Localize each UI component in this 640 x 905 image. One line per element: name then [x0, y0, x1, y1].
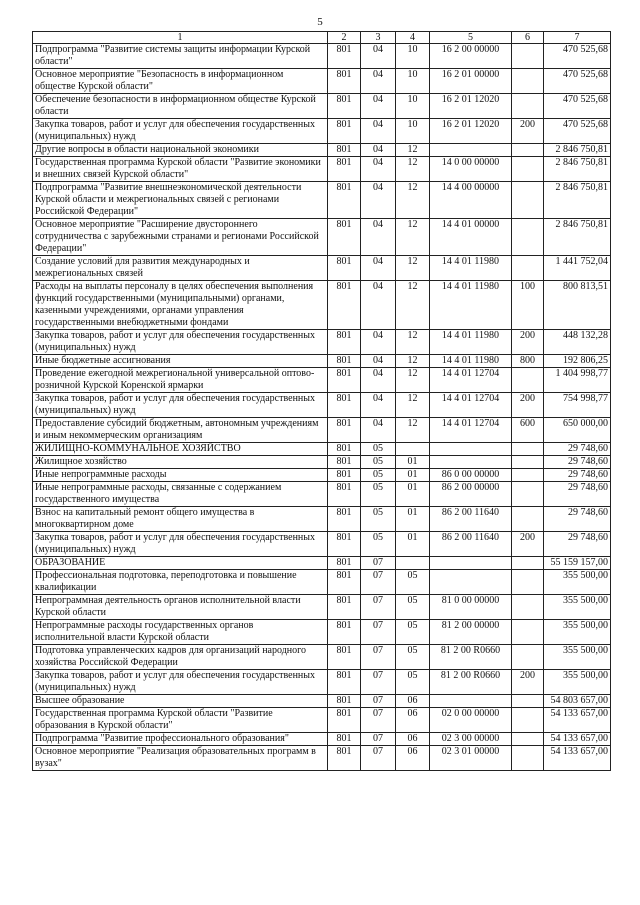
- column-header: 3: [361, 32, 396, 44]
- row-target-article: 14 4 01 11980: [430, 256, 512, 281]
- row-subsection: 10: [396, 44, 430, 69]
- row-target-article: [430, 570, 512, 595]
- row-name: Подготовка управленческих кадров для организаций народного хозяйства Российской Федерации: [33, 645, 328, 670]
- row-section: 07: [361, 708, 396, 733]
- row-section: 07: [361, 557, 396, 570]
- row-code: 801: [328, 482, 361, 507]
- table-row: [33, 393, 611, 418]
- row-code: 801: [328, 393, 361, 418]
- row-amount: 470 525,68: [544, 44, 611, 69]
- table-row: [33, 144, 611, 157]
- row-target-article: 02 3 00 00000: [430, 733, 512, 746]
- row-target-article: 14 4 01 11980: [430, 355, 512, 368]
- row-subsection: 06: [396, 733, 430, 746]
- row-target-article: 02 3 01 00000: [430, 746, 512, 771]
- row-expense-type: [512, 69, 544, 94]
- row-target-article: 14 4 01 12704: [430, 418, 512, 443]
- row-target-article: 14 4 01 11980: [430, 330, 512, 355]
- row-expense-type: [512, 144, 544, 157]
- row-expense-type: [512, 443, 544, 456]
- row-name: Расходы на выплаты персоналу в целях обеспечения выполнения функций государственными (муниципальными) органами, казенными учреждениями, органами управления государственными внебюджетными фондами: [33, 281, 328, 330]
- row-code: 801: [328, 620, 361, 645]
- page-number: 5: [317, 16, 323, 28]
- row-amount: 29 748,60: [544, 507, 611, 532]
- row-target-article: 81 2 00 R0660: [430, 670, 512, 695]
- row-subsection: [396, 557, 430, 570]
- column-header: 6: [512, 32, 544, 44]
- row-name: Непрограммная деятельность органов исполнительной власти Курской области: [33, 595, 328, 620]
- row-code: 801: [328, 557, 361, 570]
- row-code: 801: [328, 182, 361, 219]
- row-target-article: [430, 443, 512, 456]
- row-code: 801: [328, 44, 361, 69]
- table-row: [33, 708, 611, 733]
- row-subsection: 05: [396, 645, 430, 670]
- row-amount: 1 404 998,77: [544, 368, 611, 393]
- row-section: 04: [361, 182, 396, 219]
- row-section: 07: [361, 695, 396, 708]
- row-section: 05: [361, 507, 396, 532]
- row-name: Обеспечение безопасности в информационном обществе Курской области: [33, 94, 328, 119]
- row-target-article: 81 0 00 00000: [430, 595, 512, 620]
- row-expense-type: [512, 507, 544, 532]
- row-section: 07: [361, 746, 396, 771]
- row-section: 04: [361, 368, 396, 393]
- row-code: 801: [328, 670, 361, 695]
- row-subsection: 06: [396, 746, 430, 771]
- row-section: 07: [361, 733, 396, 746]
- table-body: [33, 44, 611, 771]
- table-row: [33, 645, 611, 670]
- row-amount: 29 748,60: [544, 482, 611, 507]
- row-code: 801: [328, 469, 361, 482]
- row-section: 05: [361, 532, 396, 557]
- table-row: [33, 44, 611, 69]
- row-code: 801: [328, 443, 361, 456]
- row-subsection: 01: [396, 469, 430, 482]
- row-name: Государственная программа Курской области "Развитие образования в Курской области": [33, 708, 328, 733]
- row-code: 801: [328, 418, 361, 443]
- row-code: 801: [328, 281, 361, 330]
- column-header: 5: [430, 32, 512, 44]
- row-amount: 29 748,60: [544, 532, 611, 557]
- row-target-article: [430, 456, 512, 469]
- row-target-article: 14 4 01 12704: [430, 368, 512, 393]
- row-section: 04: [361, 355, 396, 368]
- row-target-article: 16 2 01 00000: [430, 69, 512, 94]
- row-section: 04: [361, 281, 396, 330]
- row-section: 04: [361, 144, 396, 157]
- row-code: 801: [328, 368, 361, 393]
- row-amount: 754 998,77: [544, 393, 611, 418]
- row-name: Взнос на капитальный ремонт общего имущества в многоквартирном доме: [33, 507, 328, 532]
- row-expense-type: 100: [512, 281, 544, 330]
- row-target-article: 14 4 00 00000: [430, 182, 512, 219]
- row-subsection: 01: [396, 456, 430, 469]
- row-section: 07: [361, 620, 396, 645]
- row-expense-type: [512, 219, 544, 256]
- row-section: 04: [361, 69, 396, 94]
- row-amount: 54 803 657,00: [544, 695, 611, 708]
- row-amount: 55 159 157,00: [544, 557, 611, 570]
- row-subsection: 12: [396, 418, 430, 443]
- row-amount: 2 846 750,81: [544, 219, 611, 256]
- row-section: 04: [361, 44, 396, 69]
- table-row: [33, 94, 611, 119]
- row-section: 04: [361, 256, 396, 281]
- row-expense-type: 200: [512, 119, 544, 144]
- row-amount: 192 806,25: [544, 355, 611, 368]
- budget-table: [32, 31, 611, 771]
- table-row: [33, 733, 611, 746]
- row-section: 04: [361, 157, 396, 182]
- row-code: 801: [328, 157, 361, 182]
- row-subsection: 12: [396, 281, 430, 330]
- row-amount: 54 133 657,00: [544, 708, 611, 733]
- row-name: Закупка товаров, работ и услуг для обеспечения государственных (муниципальных) нужд: [33, 330, 328, 355]
- row-code: 801: [328, 219, 361, 256]
- table-row: [33, 443, 611, 456]
- table-row: [33, 219, 611, 256]
- row-name: Иные непрограммные расходы: [33, 469, 328, 482]
- table-row: [33, 507, 611, 532]
- row-target-article: [430, 695, 512, 708]
- row-name: Иные непрограммные расходы, связанные с содержанием государственного имущества: [33, 482, 328, 507]
- row-amount: 54 133 657,00: [544, 746, 611, 771]
- row-code: 801: [328, 94, 361, 119]
- row-expense-type: 200: [512, 670, 544, 695]
- row-subsection: 12: [396, 330, 430, 355]
- row-name: Основное мероприятие "Расширение двустороннего сотрудничества с зарубежными странами и регионами Российской Федерации": [33, 219, 328, 256]
- row-name: Закупка товаров, работ и услуг для обеспечения государственных (муниципальных) нужд: [33, 393, 328, 418]
- row-subsection: 12: [396, 219, 430, 256]
- row-subsection: 05: [396, 670, 430, 695]
- row-section: 07: [361, 645, 396, 670]
- row-target-article: 86 0 00 00000: [430, 469, 512, 482]
- row-expense-type: [512, 645, 544, 670]
- row-name: ЖИЛИЩНО-КОММУНАЛЬНОЕ ХОЗЯЙСТВО: [33, 443, 328, 456]
- table-row: [33, 670, 611, 695]
- row-code: 801: [328, 507, 361, 532]
- row-code: 801: [328, 144, 361, 157]
- row-section: 04: [361, 418, 396, 443]
- row-expense-type: [512, 733, 544, 746]
- row-subsection: 05: [396, 620, 430, 645]
- row-expense-type: [512, 595, 544, 620]
- row-amount: 29 748,60: [544, 456, 611, 469]
- row-code: 801: [328, 695, 361, 708]
- row-subsection: 01: [396, 507, 430, 532]
- row-amount: 448 132,28: [544, 330, 611, 355]
- row-target-article: 16 2 00 00000: [430, 44, 512, 69]
- row-name: Закупка товаров, работ и услуг для обеспечения государственных (муниципальных) нужд: [33, 119, 328, 144]
- row-code: 801: [328, 595, 361, 620]
- table-row: [33, 157, 611, 182]
- column-header: 2: [328, 32, 361, 44]
- row-name: Иные бюджетные ассигнования: [33, 355, 328, 368]
- row-name: Создание условий для развития международных и межрегиональных связей: [33, 256, 328, 281]
- table-row: [33, 532, 611, 557]
- row-target-article: 14 4 01 00000: [430, 219, 512, 256]
- header-row: [33, 32, 611, 44]
- row-name: Государственная программа Курской области "Развитие экономики и внешних связей Курской области": [33, 157, 328, 182]
- table-row: [33, 570, 611, 595]
- table-row: [33, 182, 611, 219]
- row-target-article: 81 2 00 R0660: [430, 645, 512, 670]
- row-section: 07: [361, 595, 396, 620]
- row-subsection: 12: [396, 157, 430, 182]
- row-amount: 29 748,60: [544, 443, 611, 456]
- column-header: 7: [544, 32, 611, 44]
- table-row: [33, 69, 611, 94]
- row-subsection: 12: [396, 256, 430, 281]
- table-row: [33, 368, 611, 393]
- row-section: 07: [361, 670, 396, 695]
- row-amount: 54 133 657,00: [544, 733, 611, 746]
- row-amount: 2 846 750,81: [544, 144, 611, 157]
- row-name: ОБРАЗОВАНИЕ: [33, 557, 328, 570]
- row-code: 801: [328, 570, 361, 595]
- row-subsection: 05: [396, 570, 430, 595]
- table-row: [33, 482, 611, 507]
- row-name: Закупка товаров, работ и услуг для обеспечения государственных (муниципальных) нужд: [33, 532, 328, 557]
- row-expense-type: 200: [512, 532, 544, 557]
- row-amount: 29 748,60: [544, 469, 611, 482]
- row-subsection: 05: [396, 595, 430, 620]
- row-code: 801: [328, 119, 361, 144]
- row-section: 04: [361, 219, 396, 256]
- row-expense-type: [512, 620, 544, 645]
- row-expense-type: [512, 368, 544, 393]
- row-target-article: 86 2 00 00000: [430, 482, 512, 507]
- row-amount: 470 525,68: [544, 94, 611, 119]
- row-expense-type: 200: [512, 330, 544, 355]
- row-name: Предоставление субсидий бюджетным, автономным учреждениям и иным некоммерческим организациям: [33, 418, 328, 443]
- row-target-article: 14 4 01 12704: [430, 393, 512, 418]
- row-expense-type: [512, 746, 544, 771]
- row-target-article: [430, 144, 512, 157]
- row-section: 05: [361, 469, 396, 482]
- row-expense-type: [512, 182, 544, 219]
- row-section: 05: [361, 456, 396, 469]
- row-subsection: 01: [396, 532, 430, 557]
- row-subsection: [396, 443, 430, 456]
- row-amount: 470 525,68: [544, 119, 611, 144]
- row-subsection: 12: [396, 393, 430, 418]
- row-name: Непрограммные расходы государственных органов исполнительной власти Курской области: [33, 620, 328, 645]
- row-subsection: 10: [396, 69, 430, 94]
- row-name: Подпрограмма "Развитие профессионального образования": [33, 733, 328, 746]
- table-row: [33, 330, 611, 355]
- row-section: 05: [361, 443, 396, 456]
- row-subsection: 06: [396, 695, 430, 708]
- row-expense-type: [512, 695, 544, 708]
- row-target-article: 16 2 01 12020: [430, 119, 512, 144]
- row-amount: 2 846 750,81: [544, 182, 611, 219]
- row-subsection: 12: [396, 355, 430, 368]
- row-name: Подпрограмма "Развитие системы защиты информации Курской области": [33, 44, 328, 69]
- table-row: [33, 595, 611, 620]
- row-expense-type: [512, 482, 544, 507]
- table-row: [33, 695, 611, 708]
- row-expense-type: 600: [512, 418, 544, 443]
- row-section: 07: [361, 570, 396, 595]
- row-amount: 1 441 752,04: [544, 256, 611, 281]
- row-subsection: 12: [396, 182, 430, 219]
- row-name: Основное мероприятие "Реализация образовательных программ в вузах": [33, 746, 328, 771]
- row-code: 801: [328, 330, 361, 355]
- row-amount: 355 500,00: [544, 620, 611, 645]
- row-section: 04: [361, 330, 396, 355]
- table-row: [33, 281, 611, 330]
- row-target-article: 16 2 01 12020: [430, 94, 512, 119]
- row-subsection: 12: [396, 144, 430, 157]
- row-amount: 470 525,68: [544, 69, 611, 94]
- row-expense-type: [512, 256, 544, 281]
- row-target-article: [430, 557, 512, 570]
- row-expense-type: [512, 157, 544, 182]
- row-amount: 355 500,00: [544, 645, 611, 670]
- row-expense-type: [512, 94, 544, 119]
- table-row: [33, 355, 611, 368]
- table-row: [33, 119, 611, 144]
- row-code: 801: [328, 456, 361, 469]
- row-code: 801: [328, 355, 361, 368]
- row-expense-type: 800: [512, 355, 544, 368]
- row-name: Подпрограмма "Развитие внешнеэкономической деятельности Курской области и межрегиональных связей с регионами Российской Федерации": [33, 182, 328, 219]
- row-name: Профессиональная подготовка, переподготовка и повышение квалификации: [33, 570, 328, 595]
- table-row: [33, 557, 611, 570]
- row-subsection: 01: [396, 482, 430, 507]
- table-row: [33, 418, 611, 443]
- row-expense-type: [512, 456, 544, 469]
- row-code: 801: [328, 746, 361, 771]
- row-name: Основное мероприятие "Безопасность в информационном обществе Курской области": [33, 69, 328, 94]
- row-expense-type: [512, 44, 544, 69]
- row-name: Закупка товаров, работ и услуг для обеспечения государственных (муниципальных) нужд: [33, 670, 328, 695]
- table-row: [33, 746, 611, 771]
- table-row: [33, 469, 611, 482]
- row-expense-type: [512, 557, 544, 570]
- row-section: 04: [361, 94, 396, 119]
- table-row: [33, 620, 611, 645]
- row-expense-type: [512, 570, 544, 595]
- row-amount: 355 500,00: [544, 570, 611, 595]
- row-subsection: 06: [396, 708, 430, 733]
- row-amount: 650 000,00: [544, 418, 611, 443]
- row-amount: 355 500,00: [544, 670, 611, 695]
- row-expense-type: 200: [512, 393, 544, 418]
- row-section: 05: [361, 482, 396, 507]
- row-code: 801: [328, 69, 361, 94]
- row-section: 04: [361, 393, 396, 418]
- row-target-article: 86 2 00 11640: [430, 532, 512, 557]
- row-name: Другие вопросы в области национальной экономики: [33, 144, 328, 157]
- row-expense-type: [512, 469, 544, 482]
- table-row: [33, 456, 611, 469]
- row-target-article: 81 2 00 00000: [430, 620, 512, 645]
- row-name: Проведение ежегодной межрегиональной универсальной оптово-розничной Курской Коренской ярмарки: [33, 368, 328, 393]
- row-code: 801: [328, 645, 361, 670]
- column-header: 4: [396, 32, 430, 44]
- row-target-article: 14 0 00 00000: [430, 157, 512, 182]
- row-code: 801: [328, 708, 361, 733]
- row-subsection: 12: [396, 368, 430, 393]
- row-amount: 800 813,51: [544, 281, 611, 330]
- row-amount: 2 846 750,81: [544, 157, 611, 182]
- row-target-article: 02 0 00 00000: [430, 708, 512, 733]
- row-subsection: 10: [396, 119, 430, 144]
- row-expense-type: [512, 708, 544, 733]
- row-target-article: 86 2 00 11640: [430, 507, 512, 532]
- row-code: 801: [328, 532, 361, 557]
- table-row: [33, 256, 611, 281]
- row-subsection: 10: [396, 94, 430, 119]
- row-code: 801: [328, 733, 361, 746]
- row-section: 04: [361, 119, 396, 144]
- row-name: Жилищное хозяйство: [33, 456, 328, 469]
- row-name: Высшее образование: [33, 695, 328, 708]
- row-target-article: 14 4 01 11980: [430, 281, 512, 330]
- column-header: 1: [33, 32, 328, 44]
- row-amount: 355 500,00: [544, 595, 611, 620]
- row-code: 801: [328, 256, 361, 281]
